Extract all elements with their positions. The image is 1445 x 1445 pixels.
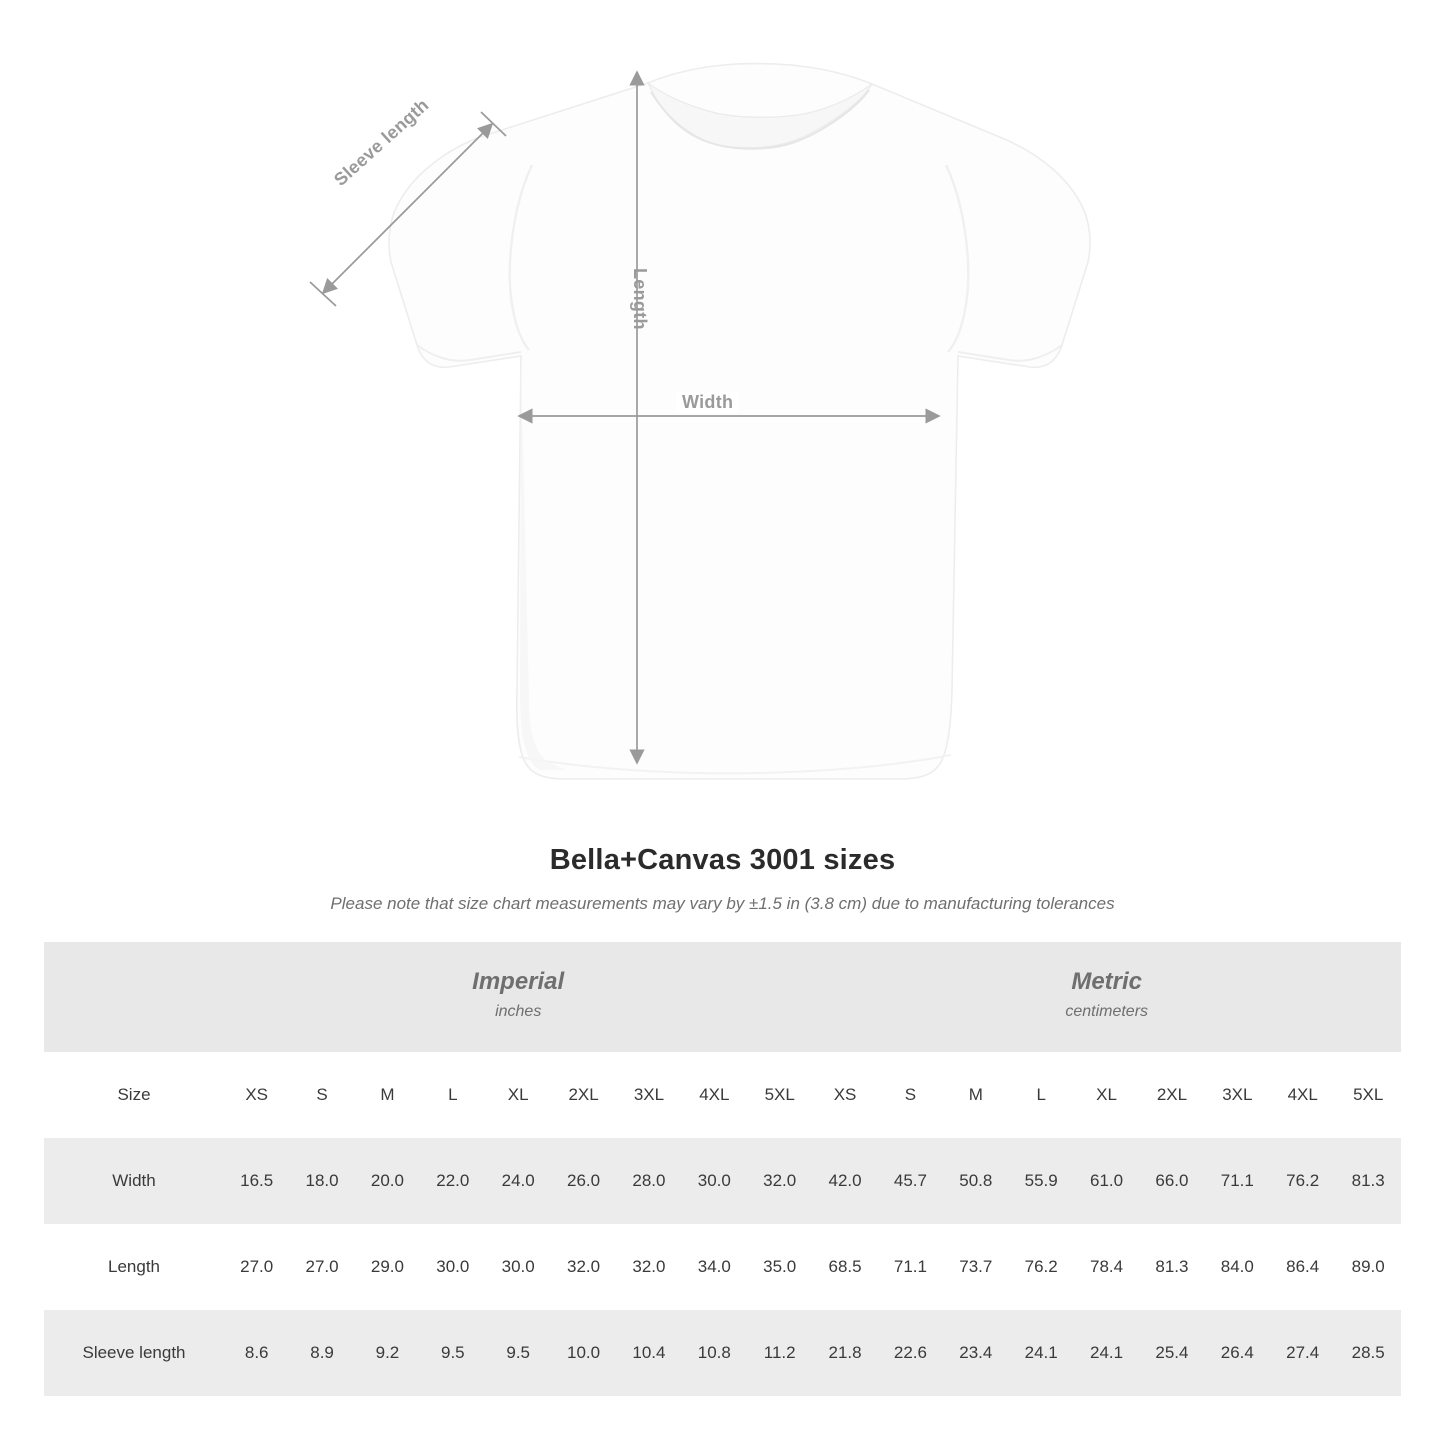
width-value-12: 55.9 [1009, 1138, 1074, 1224]
size-col-12: L [1009, 1052, 1074, 1138]
width-value-5: 26.0 [551, 1138, 616, 1224]
sleeve-value-0: 8.6 [224, 1310, 289, 1396]
width-value-2: 20.0 [355, 1138, 420, 1224]
width-value-9: 42.0 [812, 1138, 877, 1224]
sleeve-length-dimension-label: Sleeve length [330, 94, 433, 190]
sleeve-value-3: 9.5 [420, 1310, 485, 1396]
size-col-14: 2XL [1139, 1052, 1204, 1138]
width-value-14: 66.0 [1139, 1138, 1204, 1224]
size-col-5: 2XL [551, 1052, 616, 1138]
size-table-wrapper [44, 942, 1401, 1396]
size-col-11: M [943, 1052, 1008, 1138]
length-value-13: 78.4 [1074, 1224, 1139, 1310]
sleeve-value-14: 25.4 [1139, 1310, 1204, 1396]
length-value-2: 29.0 [355, 1224, 420, 1310]
tolerance-note: Please note that size chart measurements may vary by ±1.5 in (3.8 cm) due to manufacturing tolerances [330, 894, 1115, 913]
sleeve-value-5: 10.0 [551, 1310, 616, 1396]
length-value-3: 30.0 [420, 1224, 485, 1310]
sleeve-value-13: 24.1 [1074, 1310, 1139, 1396]
sleeve-value-9: 21.8 [812, 1310, 877, 1396]
sleeve-value-8: 11.2 [747, 1310, 812, 1396]
length-value-7: 34.0 [682, 1224, 747, 1310]
length-value-1: 27.0 [289, 1224, 354, 1310]
size-col-9: XS [812, 1052, 877, 1138]
width-dimension-label: Width [676, 392, 739, 413]
table-row-sleeve-length [44, 1310, 1401, 1396]
length-value-0: 27.0 [224, 1224, 289, 1310]
width-value-8: 32.0 [747, 1138, 812, 1224]
row-label-width: Width [44, 1138, 224, 1224]
size-col-2: M [355, 1052, 420, 1138]
width-value-13: 61.0 [1074, 1138, 1139, 1224]
size-col-10: S [878, 1052, 943, 1138]
sleeve-value-15: 26.4 [1205, 1310, 1270, 1396]
width-value-15: 71.1 [1205, 1138, 1270, 1224]
size-col-13: XL [1074, 1052, 1139, 1138]
unit-header-imperial [224, 942, 812, 1052]
length-value-12: 76.2 [1009, 1224, 1074, 1310]
sleeve-value-6: 10.4 [616, 1310, 681, 1396]
size-col-1: S [289, 1052, 354, 1138]
size-col-8: 5XL [747, 1052, 812, 1138]
size-col-16: 4XL [1270, 1052, 1335, 1138]
width-value-10: 45.7 [878, 1138, 943, 1224]
length-value-16: 86.4 [1270, 1224, 1335, 1310]
width-value-3: 22.0 [420, 1138, 485, 1224]
sleeve-value-7: 10.8 [682, 1310, 747, 1396]
size-table [44, 942, 1401, 1396]
width-value-1: 18.0 [289, 1138, 354, 1224]
sleeve-value-2: 9.2 [355, 1310, 420, 1396]
width-value-11: 50.8 [943, 1138, 1008, 1224]
sleeve-value-10: 22.6 [878, 1310, 943, 1396]
length-dimension-label: Length [630, 268, 650, 330]
length-value-17: 89.0 [1335, 1224, 1401, 1310]
size-col-17: 5XL [1335, 1052, 1401, 1138]
unit-header-spacer [44, 942, 224, 1052]
row-label-length: Length [44, 1224, 224, 1310]
title-block [0, 844, 1445, 914]
width-value-17: 81.3 [1335, 1138, 1401, 1224]
length-value-6: 32.0 [616, 1224, 681, 1310]
size-col-6: 3XL [616, 1052, 681, 1138]
size-col-7: 4XL [682, 1052, 747, 1138]
length-value-14: 81.3 [1139, 1224, 1204, 1310]
size-col-3: L [420, 1052, 485, 1138]
row-label-sleeve-length: Sleeve length [44, 1310, 224, 1396]
size-col-0: XS [224, 1052, 289, 1138]
length-value-5: 32.0 [551, 1224, 616, 1310]
length-value-15: 84.0 [1205, 1224, 1270, 1310]
width-value-16: 76.2 [1270, 1138, 1335, 1224]
size-col-15: 3XL [1205, 1052, 1270, 1138]
unit-sub-imperial: inches [495, 1002, 542, 1020]
sleeve-value-11: 23.4 [943, 1310, 1008, 1396]
width-value-0: 16.5 [224, 1138, 289, 1224]
unit-name-imperial: Imperial [472, 967, 565, 995]
sleeve-value-1: 8.9 [289, 1310, 354, 1396]
length-value-9: 68.5 [812, 1224, 877, 1310]
table-row-width [44, 1138, 1401, 1224]
length-value-8: 35.0 [747, 1224, 812, 1310]
length-value-4: 30.0 [486, 1224, 551, 1310]
sleeve-value-12: 24.1 [1009, 1310, 1074, 1396]
length-value-10: 71.1 [878, 1224, 943, 1310]
sleeve-value-4: 9.5 [486, 1310, 551, 1396]
sleeve-value-17: 28.5 [1335, 1310, 1401, 1396]
table-row-length [44, 1224, 1401, 1310]
unit-header-metric [812, 942, 1401, 1052]
length-value-11: 73.7 [943, 1224, 1008, 1310]
size-col-4: XL [486, 1052, 551, 1138]
table-size-header-row [44, 1052, 1401, 1138]
width-value-7: 30.0 [682, 1138, 747, 1224]
width-value-6: 28.0 [616, 1138, 681, 1224]
sleeve-value-16: 27.4 [1270, 1310, 1335, 1396]
width-value-4: 24.0 [486, 1138, 551, 1224]
table-unit-header-row [44, 942, 1401, 1052]
page-title: Bella+Canvas 3001 sizes [549, 844, 896, 876]
unit-name-metric: Metric [1071, 967, 1143, 995]
table-row-header-size: Size [44, 1052, 224, 1138]
unit-sub-metric: centimeters [1065, 1002, 1149, 1020]
